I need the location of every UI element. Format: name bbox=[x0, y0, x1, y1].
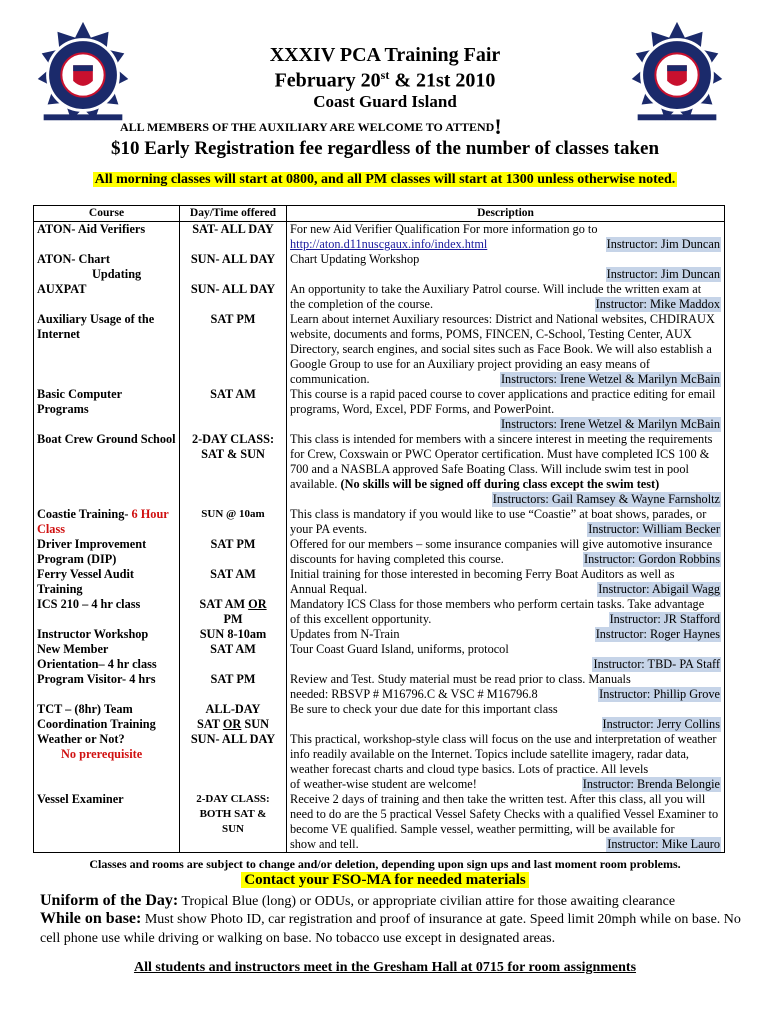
aton-link[interactable]: http://aton.d11nuscgaux.info/index.html bbox=[290, 237, 488, 251]
table-row: Basic Computer Programs SAT AM This course is a rapid paced course to cover applications and practice editing for email programs, Word, Excel, PDF Forms, and PowerPoint. Instructors: Irene Wetzel & Marilyn McBain bbox=[34, 387, 725, 432]
event-date: February 20st & 21st 2010 bbox=[274, 68, 496, 92]
table-row: ATON- Chart Updating SUN- ALL DAY Chart Updating Workshop Instructor: Jim Duncan bbox=[34, 252, 725, 282]
table-row: Instructor Workshop SUN 8-10am Updates from N-Train Instructor: Roger Haynes bbox=[34, 627, 725, 642]
welcome-banner: ALL MEMBERS OF THE AUXILIARY ARE WELCOME TO ATTEND! bbox=[120, 114, 502, 139]
event-location: Coast Guard Island bbox=[313, 92, 457, 111]
table-row: Vessel Examiner 2-DAY CLASS: BOTH SAT & SUN Receive 2 days of training and then take the written test. After this class, all you will need to do are the 5 practical Vessel Safety Checks with a qualified Vessel Examiner to become VE qualified. Sample vessel, weather permitting, will be available for show and tell. Instructor: Mike Lauro bbox=[34, 792, 725, 853]
page-title: XXXIV PCA Training Fair bbox=[269, 44, 501, 66]
instructor-label: Instructor: TBD- PA Staff bbox=[593, 657, 720, 671]
col-header-day: Day/Time offered bbox=[180, 206, 287, 222]
instructor-label: Instructor: Mike Lauro bbox=[607, 837, 720, 851]
table-row: Coastie Training- 6 Hour Class SUN @ 10am This class is mandatory if you would like to use “Coastie” at boat shows, parades, or your PA events. Instructor: William Becker bbox=[34, 507, 725, 537]
instructor-label: Instructor: Jim Duncan bbox=[606, 267, 720, 281]
table-row: AUXPAT SUN- ALL DAY An opportunity to take the Auxiliary Patrol course. Will include the written exam at the completion of the course. Instructor: Mike Maddox bbox=[34, 282, 725, 312]
table-row: Weather or Not? No prerequisite SUN- ALL DAY This practical, workshop-style class will focus on the use and interpretation of weather info readily available on the Internet. Topics include satellite imagery, radar data, weather forecast charts and cloud type basics. Lots of practice. All levels of weather-wise student are welcome! Instructor: Brenda Belongie bbox=[34, 732, 725, 792]
col-header-course: Course bbox=[34, 206, 180, 222]
instructor-label: Instructor: Jerry Collins bbox=[602, 717, 720, 731]
uniform-info: Uniform of the Day: Tropical Blue (long) or ODUs, or appropriate civilian attire for those awaiting clearance bbox=[40, 892, 676, 909]
instructor-label: Instructor: Mike Maddox bbox=[595, 297, 720, 311]
instructor-label: Instructor: Roger Haynes bbox=[595, 627, 720, 641]
change-notice: Classes and rooms are subject to change and/or deletion, depending upon sign ups and last moment room problems. bbox=[89, 857, 681, 871]
instructor-label: Instructor: Phillip Grove bbox=[599, 687, 720, 701]
instructor-label: Instructor: William Becker bbox=[588, 522, 720, 536]
table-row: ATON- Aid Verifiers SAT- ALL DAY For new Aid Verifier Qualification For more information go to http://aton.d11nuscgaux.info/index.html Instructor: Jim Duncan bbox=[34, 222, 725, 253]
instructor-label: Instructors: Irene Wetzel & Marilyn McBain bbox=[500, 417, 720, 431]
instructor-label: Instructor: Jim Duncan bbox=[606, 237, 720, 251]
base-info: While on base: Must show Photo ID, car registration and proof of insurance at gate. Speed limit 20mph while on base. No cell phone use while driving or walking on base. No tobacco use except in designated areas. bbox=[40, 910, 741, 946]
col-header-description: Description bbox=[287, 206, 725, 222]
table-row: Program Visitor- 4 hrs SAT PM Review and Test. Study material must be read prior to class. Manuals needed: RBSVP # M16796.C & VSC # M16796.8 Instructor: Phillip Grove bbox=[34, 672, 725, 702]
table-row: ICS 210 – 4 hr class SAT AM OR PM Mandatory ICS Class for those members who perform certain tasks. Take advantage of this excellent opportunity. Instructor: JR Stafford bbox=[34, 597, 725, 627]
table-row: Driver Improvement Program (DIP) SAT PM Offered for our members – some insurance companies will give automotive insurance discounts for having completed this course. Instructor: Gordon Robbins bbox=[34, 537, 725, 567]
meeting-notice: All students and instructors meet in the Gresham Hall at 0715 for room assignments bbox=[133, 960, 637, 975]
table-row: Ferry Vessel Audit Training SAT AM Initial training for those interested in becoming Ferry Boat Auditors as well as Annual Requal. Instructor: Abigail Wagg bbox=[34, 567, 725, 597]
instructor-label: Instructor: Brenda Belongie bbox=[582, 777, 720, 791]
registration-fee: $10 Early Registration fee regardless of the number of classes taken bbox=[110, 138, 660, 159]
class-time-note: All morning classes will start at 0800, and all PM classes will start at 1300 unless otherwise noted. bbox=[94, 172, 676, 187]
instructor-label: Instructor: JR Stafford bbox=[609, 612, 720, 626]
instructor-label: Instructor: Abigail Wagg bbox=[598, 582, 720, 596]
table-row: New Member Orientation– 4 hr class SAT AM Tour Coast Guard Island, uniforms, protocol Instructor: TBD- PA Staff bbox=[34, 642, 725, 672]
instructor-label: Instructors: Gail Ramsey & Wayne Farnsholtz bbox=[492, 492, 720, 506]
table-row: Boat Crew Ground School 2-DAY CLASS: SAT & SUN This class is intended for members with a sincere interest in meeting the requirements for Crew, Coxswain or PWC Operator certification. Must have completed ICS 100 & 700 and a NASBLA approved Safe Boating Class. Will include swim test in pool available. (No skills will be signed off during class except the swim test) Instructors: Gail Ramsey & Wayne Farnsholtz bbox=[34, 432, 725, 507]
table-row: Auxiliary Usage of the Internet SAT PM Learn about internet Auxiliary resources: District and National websites, CHDIRAUX website, documents and forms, POMS, FINCEN, C-School, Testing Center, AUX Directory, search engines, and social sites such as Face Book. We will also establish a Google Group to use for an Auxiliary project providing an easy means of communication. Instructors: Irene Wetzel & Marilyn McBain bbox=[34, 312, 725, 387]
class-schedule-table bbox=[33, 205, 725, 853]
instructor-label: Instructors: Irene Wetzel & Marilyn McBain bbox=[500, 372, 720, 386]
instructor-label: Instructor: Gordon Robbins bbox=[584, 552, 720, 566]
contact-notice: Contact your FSO-MA for needed materials bbox=[0, 872, 770, 889]
table-row: TCT – (8hr) Team Coordination Training ALL-DAY SAT OR SUN Be sure to check your due date for this important class Instructor: Jerry Collins bbox=[34, 702, 725, 732]
